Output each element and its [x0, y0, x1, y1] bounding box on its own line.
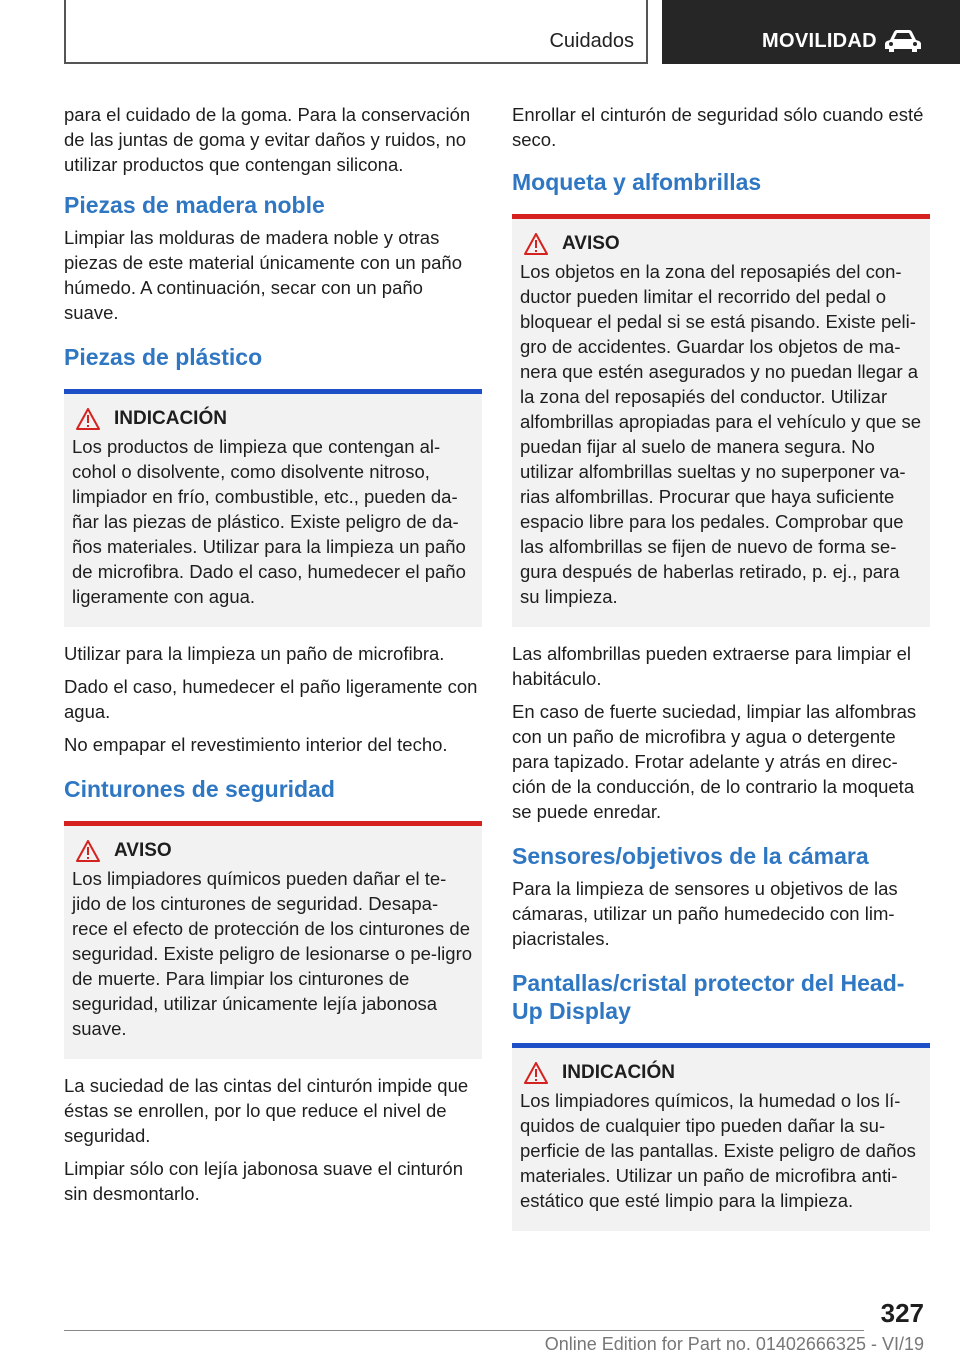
carpet-paragraph-1: Las alfombrillas pueden extraerse para limpiar el habitáculo. [512, 643, 911, 689]
header-chapter-label: MOVILIDAD [762, 30, 877, 52]
sensor-text: Para la limpieza de sensores u objetivos de las cámaras, utilizar un paño humedecido con lim-piacristales. [512, 878, 898, 949]
footer-divider [64, 1330, 864, 1331]
car-icon [884, 28, 922, 54]
warning-icon [524, 1062, 548, 1084]
display-heading: Pantallas/cristal protector del Head-Up Display [512, 970, 905, 1024]
right-column [512, 102, 930, 1245]
wood-text: Limpiar las molduras de madera noble y otras piezas de este material únicamente con un paño húmedo. A continuación, secar con un paño suave. [64, 227, 463, 323]
header-chapter-tab [662, 0, 960, 64]
page-number: 327 [880, 1298, 924, 1328]
plastic-paragraph-2: Dado el caso, humedecer el paño ligeramente con agua. [64, 676, 478, 722]
plastic-notice [64, 389, 482, 627]
warning-icon [76, 840, 100, 862]
warning-icon [524, 233, 548, 255]
plastic-paragraph-1: Utilizar para la limpieza un paño de microfibra. [64, 643, 445, 664]
carpet-heading: Moqueta y alfombrillas [512, 169, 762, 195]
left-intro: para el cuidado de la goma. Para la conservación de las juntas de goma y evitar daños y ruidos, no utilizar productos que contengan silicona. [64, 104, 471, 175]
belts-heading: Cinturones de seguridad [64, 776, 335, 802]
belts-notice [64, 821, 482, 1059]
plastic-heading: Piezas de plástico [64, 344, 263, 370]
carpet-notice [512, 214, 930, 627]
belts-paragraph-2: Limpiar sólo con lejía jabonosa suave el cinturón sin desmontarlo. [64, 1158, 464, 1204]
carpet-notice-text: Los objetos en la zona del reposapiés del con-ductor pueden limitar el recorrido del pedal o bloquear el pedal si se está pisando. Existe peli-gro de accidentes. Guardar los objetos de ma-nera que estén asegurados y no puedan llegar a la zona del reposapiés del conductor. Utilizar alfombrillas apropiadas para el vehículo y que se puedan fijar al suelo de manera segura. No utilizar alfombrillas sueltas y no superponer va-rias alfombrillas. Procurar que haya suficiente espacio libre para los pedales. Comprobar que las alfombrillas se fijen de nuevo de forma se-gura después de haberlas retirado, p. ej., para su limpieza. [520, 261, 922, 607]
display-notice-title: INDICACIÓN [562, 1062, 675, 1083]
footer-edition: Online Edition for Part no. 01402666325 - VI/19 [544, 1334, 924, 1354]
belts-notice-title: AVISO [114, 840, 172, 861]
belts-paragraph-1: La suciedad de las cintas del cinturón impide que éstas se enrollen, por lo que reduce el nivel de seguridad. [64, 1075, 469, 1146]
plastic-notice-title: INDICACIÓN [114, 408, 227, 429]
sensor-heading: Sensores/objetivos de la cámara [512, 843, 869, 869]
wood-heading: Piezas de madera noble [64, 192, 325, 218]
left-column [64, 102, 482, 1214]
plastic-notice-text: Los productos de limpieza que contengan al-cohol o disolvente, como disolvente nitroso, limpiador en frío, combustible, etc., pueden da-ñar las piezas de plástico. Existe peligro de da-ños materiales. Utilizar para la limpieza un paño de microfibra. Dado el caso, humedecer el paño ligeramente con agua. [72, 436, 466, 607]
right-intro: Enrollar el cinturón de seguridad sólo cuando esté seco. [512, 104, 924, 150]
carpet-paragraph-2: En caso de fuerte suciedad, limpiar las alfombras con un paño de microfibra y agua o detergente para tapizado. Frotar adelante y atrás en direc-ción de la conducción, de lo contrario la moqueta se puede enredar. [512, 701, 917, 822]
carpet-notice-title: AVISO [562, 233, 620, 254]
display-notice [512, 1043, 930, 1231]
header-section-tab [64, 0, 648, 64]
display-notice-text: Los limpiadores químicos, la humedad o los lí-quidos de cualquier tipo pueden dañar la su-perficie de las pantallas. Existe peligro de daños materiales. Utilizar un paño de microfibra anti-estático que esté limpio para la limpieza. [520, 1090, 916, 1211]
belts-notice-text: Los limpiadores químicos pueden dañar el te-jido de los cinturones de seguridad. Desapa-rece el efecto de protección de los cinturones de seguridad. Existe peligro de lesionarse o pe-ligro de muerte. Para limpiar los cinturones de seguridad, utilizar únicamente lejía jabonosa suave. [72, 868, 473, 1039]
header-section-label: Cuidados [549, 30, 634, 52]
warning-icon [76, 408, 100, 430]
plastic-paragraph-3: No empapar el revestimiento interior del techo. [64, 734, 448, 755]
